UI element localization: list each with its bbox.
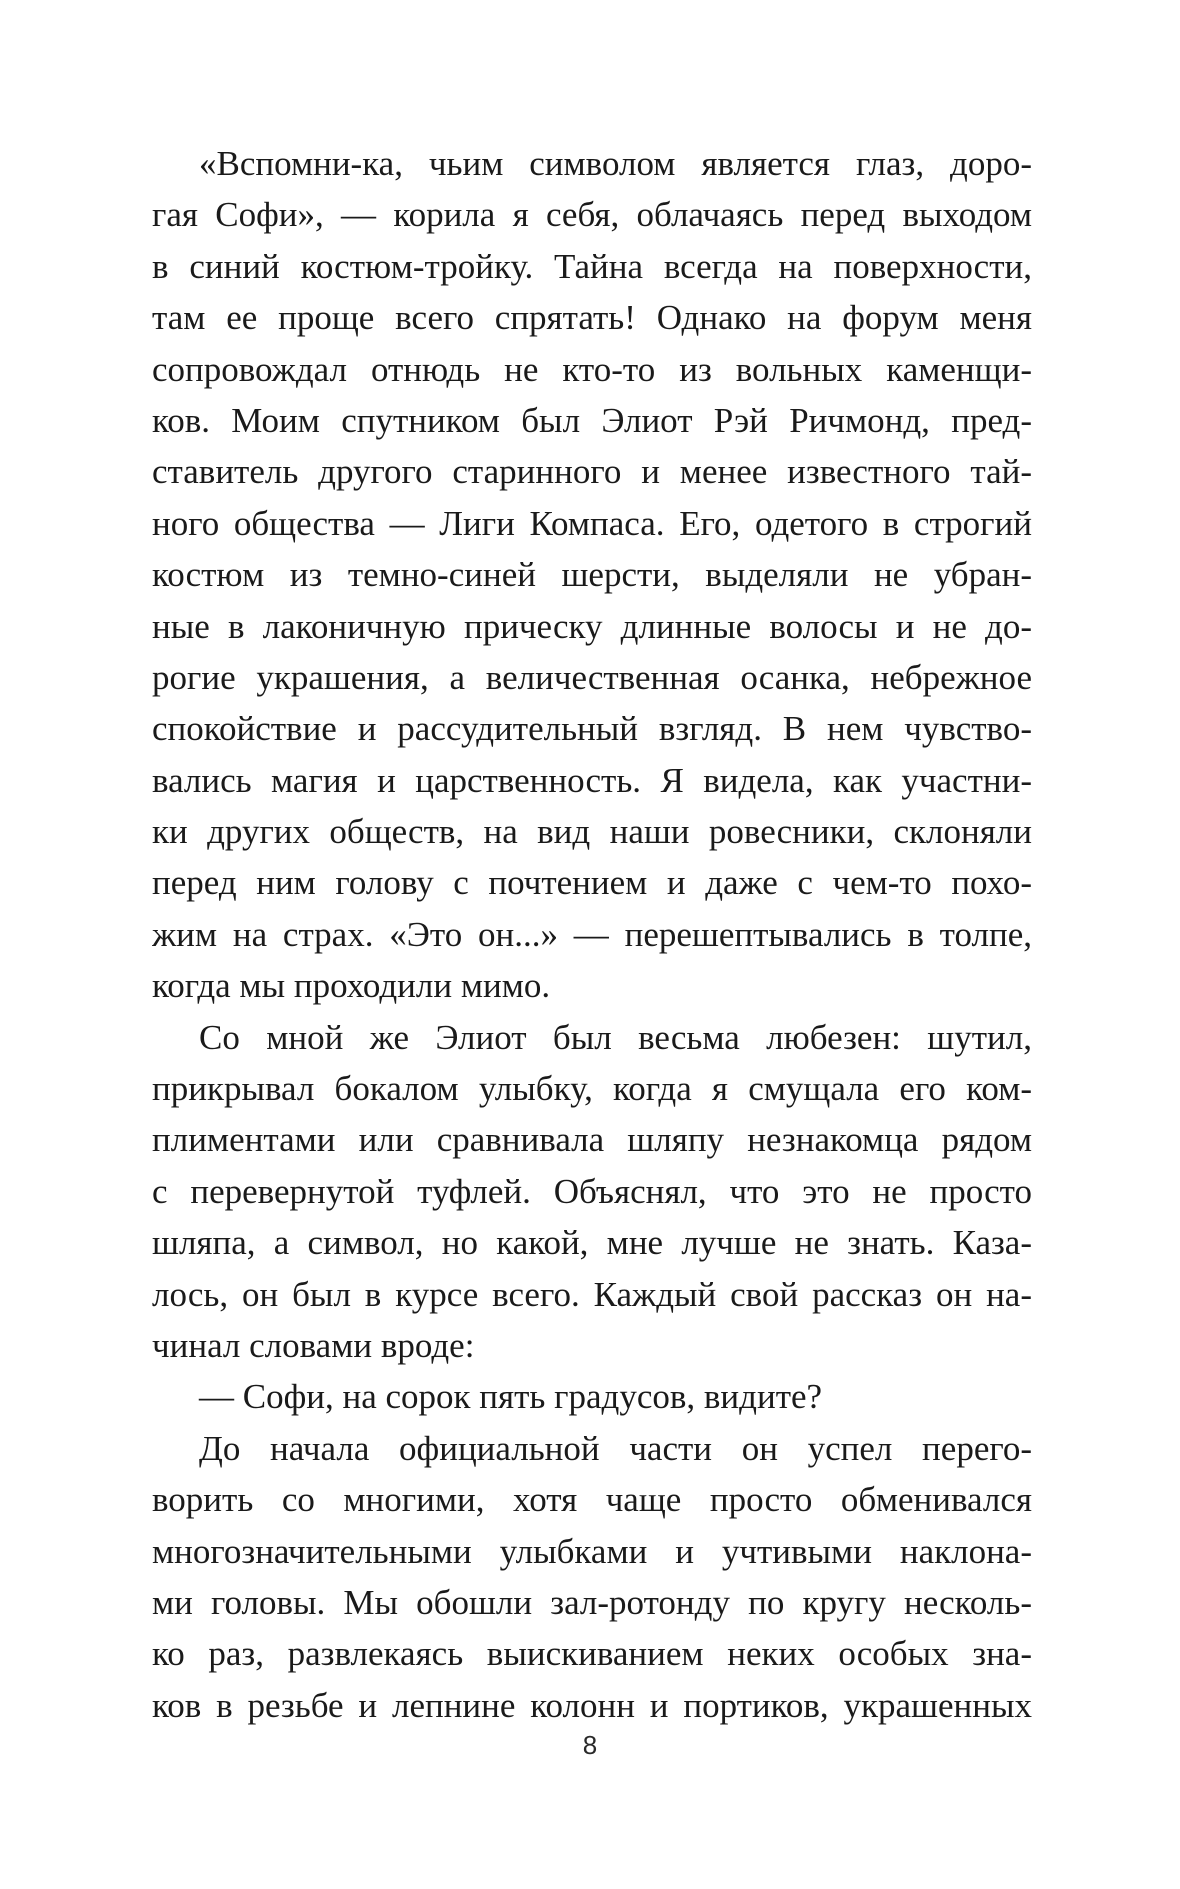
text-line: Со мной же Элиот был весьма любезен: шутил, bbox=[199, 1017, 1032, 1057]
text-line: ми головы. Мы обошли зал-ротонду по кругу несколь- bbox=[152, 1582, 1032, 1622]
text-line: ного общества — Лиги Компаса. Его, одетого в строгий bbox=[152, 503, 1032, 543]
text-line: ков в резьбе и лепнине колонн и портиков, украшенных bbox=[152, 1685, 1032, 1725]
text-line: — Софи, на сорок пять градусов, видите? bbox=[199, 1377, 823, 1417]
text-line: в синий костюм-тройку. Тайна всегда на поверхности, bbox=[152, 246, 1032, 286]
body-text bbox=[152, 138, 1032, 1731]
text-line: «Вспомни-ка, чьим символом является глаз, доро- bbox=[199, 144, 1032, 183]
text-line: когда мы проходили мимо. bbox=[152, 966, 551, 1006]
text-line: сопровождал отнюдь не кто-то из вольных каменщи- bbox=[152, 349, 1032, 389]
text-line: ков. Моим спутником был Элиот Рэй Ричмонд, пред- bbox=[152, 400, 1032, 440]
text-line: костюм из темно-синей шерсти, выделяли не убран- bbox=[152, 555, 1032, 595]
text-line: спокойствие и рассудительный взгляд. В нем чувство- bbox=[152, 709, 1032, 749]
page-number: 8 bbox=[582, 1730, 598, 1760]
text-line: ворить со многими, хотя чаще просто обменивался bbox=[152, 1480, 1032, 1520]
text-line: плиментами или сравнивала шляпу незнакомца рядом bbox=[152, 1120, 1032, 1160]
text-line: ко раз, развлекаясь выискиванием неких особых зна- bbox=[152, 1634, 1032, 1674]
text-line: жим на страх. «Это он...» — перешептывались в толпе, bbox=[152, 914, 1032, 954]
text-line: перед ним голову с почтением и даже с чем-то похо- bbox=[152, 863, 1032, 903]
text-line: До начала официальной части он успел перего- bbox=[199, 1428, 1032, 1468]
text-line: прикрывал бокалом улыбку, когда я смущала его ком- bbox=[152, 1069, 1032, 1109]
text-line: ки других обществ, на вид наши ровесники, склоняли bbox=[152, 812, 1032, 852]
text-line: там ее проще всего спрятать! Однако на форум меня bbox=[152, 298, 1032, 338]
text-line: многозначительными улыбками и учтивыми наклона- bbox=[152, 1531, 1032, 1571]
text-line: с перевернутой туфлей. Объяснял, что это не просто bbox=[152, 1171, 1032, 1211]
text-line: шляпа, а символ, но какой, мне лучше не знать. Каза- bbox=[152, 1223, 1032, 1263]
text-line: рогие украшения, а величественная осанка, небрежное bbox=[152, 657, 1032, 697]
text-line: гая Софи», — корила я себя, облачаясь перед выходом bbox=[152, 195, 1032, 235]
text-line: ные в лаконичную прическу длинные волосы и не до- bbox=[152, 606, 1032, 646]
text-line: чинал словами вроде: bbox=[152, 1325, 475, 1365]
text-line: вались магия и царственность. Я видела, как участни- bbox=[152, 760, 1032, 800]
text-line: лось, он был в курсе всего. Каждый свой рассказ он на- bbox=[152, 1274, 1032, 1314]
text-line: ставитель другого старинного и менее известного тай- bbox=[152, 452, 1032, 492]
